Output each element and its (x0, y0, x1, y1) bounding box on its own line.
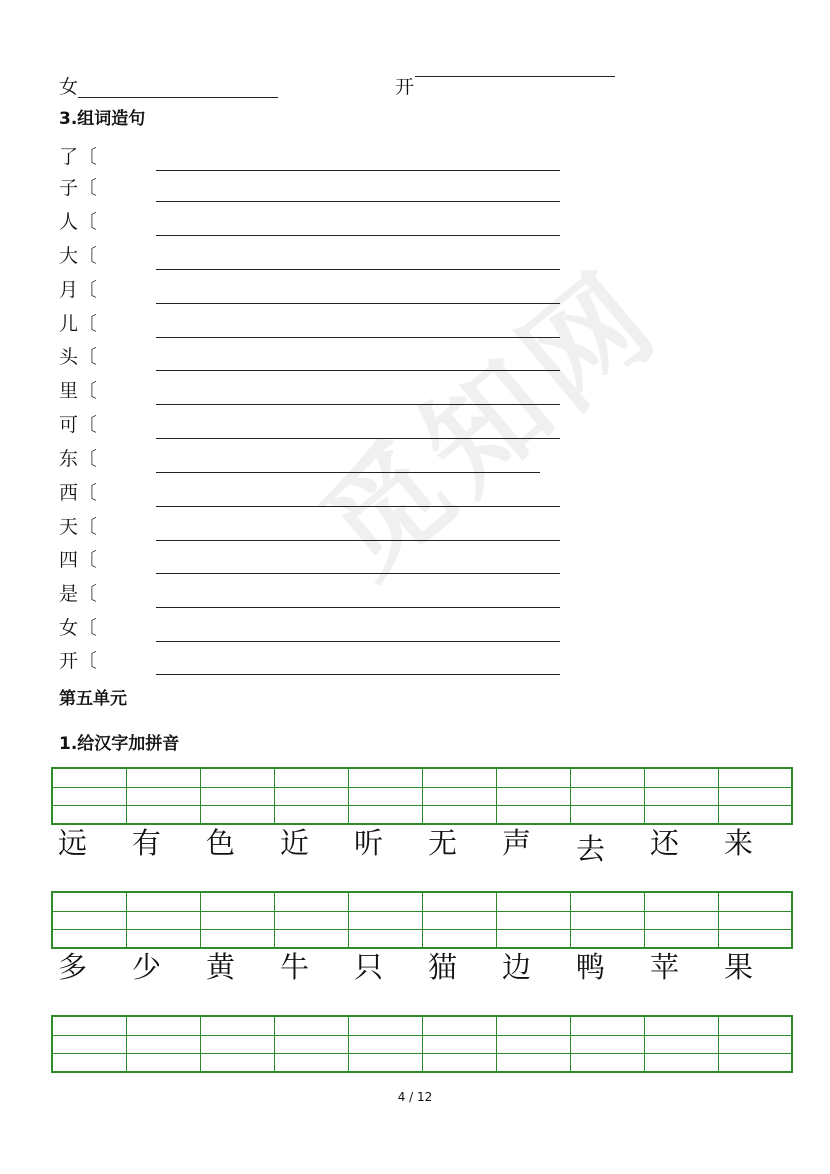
word-row-answer-line (156, 641, 560, 642)
hanzi-char: 听 (354, 826, 384, 860)
word-row-label: 西〔 (59, 482, 98, 504)
word-row-answer-line (156, 540, 560, 541)
pinyin-writing-grid (51, 767, 793, 825)
hanzi-char: 去 (576, 832, 606, 866)
word-row-answer-line (156, 573, 560, 574)
word-row-answer-line (156, 269, 560, 270)
word-row-label: 头〔 (59, 346, 98, 368)
word-row-answer-line (156, 438, 560, 439)
word-row-label: 了〔 (59, 146, 98, 168)
hanzi-char: 来 (724, 826, 754, 860)
hanzi-char: 近 (280, 826, 310, 860)
hanzi-char: 猫 (428, 950, 458, 984)
top-right-char: 开 (395, 76, 415, 98)
watermark: 觅知网 (297, 245, 686, 603)
word-row-label: 可〔 (59, 414, 98, 436)
pinyin-writing-grid (51, 1015, 793, 1073)
word-row-answer-line (156, 404, 560, 405)
top-right-answer-line (415, 76, 615, 77)
hanzi-char: 声 (502, 826, 532, 860)
word-row-label: 儿〔 (59, 313, 98, 335)
word-row-answer-line (156, 337, 560, 338)
word-row-answer-line (156, 472, 540, 473)
word-row-answer-line (156, 201, 560, 202)
hanzi-char: 黄 (206, 950, 236, 984)
word-row-label: 人〔 (59, 211, 98, 233)
hanzi-char: 有 (132, 826, 162, 860)
word-row-label: 女〔 (59, 617, 98, 639)
hanzi-char: 苹 (650, 950, 680, 984)
page-number: 4 (397, 1090, 406, 1104)
word-row-answer-line (156, 506, 560, 507)
hanzi-char: 色 (206, 826, 236, 860)
word-row-label: 是〔 (59, 583, 98, 605)
hanzi-char: 边 (502, 950, 532, 984)
top-left-char: 女 (59, 76, 79, 98)
page-footer (0, 1090, 830, 1104)
unit-title: 第五单元 (59, 689, 127, 709)
hanzi-char: 少 (132, 950, 162, 984)
word-row-label: 天〔 (59, 516, 98, 538)
word-row-label: 大〔 (59, 245, 98, 267)
word-row-label: 开〔 (59, 650, 98, 672)
word-row-answer-line (156, 674, 560, 675)
page-total: 12 (417, 1090, 433, 1104)
pinyin-subtitle: 1.给汉字加拼音 (59, 734, 180, 754)
hanzi-char: 多 (58, 950, 88, 984)
word-row-answer-line (156, 235, 560, 236)
section-title-word-sentence: 3.组词造句 (59, 109, 146, 129)
hanzi-char: 无 (428, 826, 458, 860)
hanzi-char: 牛 (280, 950, 310, 984)
page-separator: / (409, 1090, 414, 1104)
word-row-answer-line (156, 607, 560, 608)
word-row-label: 里〔 (59, 380, 98, 402)
pinyin-writing-grid (51, 891, 793, 949)
hanzi-char: 只 (354, 950, 384, 984)
hanzi-char: 果 (724, 950, 754, 984)
word-row-answer-line (156, 170, 560, 171)
word-row-label: 子〔 (59, 177, 98, 199)
word-row-label: 东〔 (59, 448, 98, 470)
hanzi-char: 鸭 (576, 950, 606, 984)
top-left-answer-line (78, 97, 278, 98)
word-row-label: 四〔 (59, 549, 98, 571)
word-row-answer-line (156, 303, 560, 304)
word-row-label: 月〔 (59, 279, 98, 301)
hanzi-char: 还 (650, 826, 680, 860)
word-row-answer-line (156, 370, 560, 371)
hanzi-char: 远 (58, 826, 88, 860)
